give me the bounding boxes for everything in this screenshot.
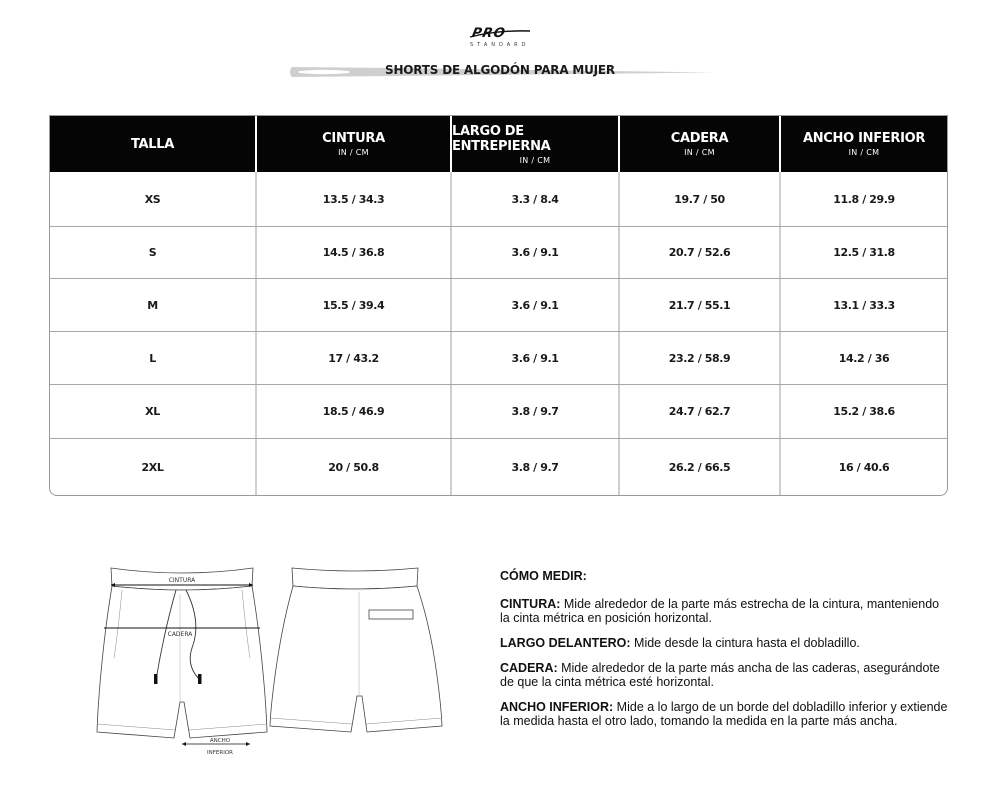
table-row [50, 279, 947, 332]
column-header-hip [620, 116, 781, 172]
cell-size: S [50, 227, 257, 278]
cell-inseam: 3.8 / 9.7 [452, 385, 620, 438]
drawstring-tip-icon [154, 674, 158, 684]
cell-hip: 24.7 / 62.7 [620, 385, 781, 438]
label-waist: CINTURA [168, 577, 196, 584]
shorts-front-illustration [92, 562, 272, 758]
cell-inseam: 3.6 / 9.1 [452, 279, 620, 331]
cell-hip: 26.2 / 66.5 [620, 439, 781, 495]
column-header-unit: IN / CM [338, 148, 369, 157]
cell-size: M [50, 279, 257, 331]
column-header-bottom-width [781, 116, 947, 172]
instruction-item [500, 597, 950, 625]
page-title: SHORTS DE ALGODÓN PARA MUJER [385, 62, 615, 78]
cell-size: XS [50, 172, 257, 226]
instruction-text: Mide alrededor de la parte más estrecha de la cintura, manteniendo la cinta métrica en posición horizontal. [500, 597, 940, 625]
instruction-text: Mide a lo largo de un borde del dobladillo inferior y extiende la medida hasta el otro lado, tomando la medida en la parte más ancha. [500, 700, 948, 728]
column-header-label: ANCHO INFERIOR [802, 131, 926, 146]
table-header [50, 116, 947, 172]
cell-waist: 17 / 43.2 [257, 332, 452, 384]
instruction-term: CADERA: [500, 661, 558, 675]
table-body [50, 172, 947, 495]
cell-bottom-width: 16 / 40.6 [838, 460, 890, 474]
table-row [50, 439, 947, 495]
cell-inseam: 3.8 / 9.7 [452, 439, 620, 495]
logo-wordmark: PRO [470, 26, 508, 41]
cell-hip: 19.7 / 50 [620, 172, 781, 226]
cell-bottom-width: 12.5 / 31.8 [833, 246, 895, 259]
instruction-text: Mide desde la cintura hasta el dobladillo. [630, 636, 860, 650]
cell-inseam: 3.3 / 8.4 [452, 172, 620, 226]
column-header-unit: IN / CM [848, 148, 880, 157]
cell-inseam: 3.6 / 9.1 [452, 227, 620, 278]
table-row [50, 172, 947, 227]
shorts-back-illustration [265, 562, 445, 742]
column-header-inseam [452, 116, 620, 172]
table-row [50, 227, 947, 279]
table-row [50, 385, 947, 439]
back-pocket-icon [369, 610, 413, 619]
instruction-term: LARGO DELANTERO: [500, 636, 631, 650]
column-header-unit: IN / CM [519, 155, 551, 165]
cell-size: 2XL [50, 439, 257, 495]
instruction-term: ANCHO INFERIOR: [500, 700, 614, 714]
cell-bottom-width: 14.2 / 36 [838, 351, 890, 365]
table-row [50, 332, 947, 385]
column-header-waist [257, 116, 452, 172]
column-header-label: CADERA [670, 131, 729, 146]
size-chart-table [49, 115, 948, 496]
cell-bottom-width: 15.2 / 38.6 [833, 405, 895, 418]
measuring-instructions [500, 569, 950, 739]
drawstring-tip-icon [198, 674, 202, 684]
column-header-label: CINTURA [322, 131, 385, 146]
cell-inseam: 3.6 / 9.1 [452, 332, 620, 384]
brand-logo [468, 26, 532, 50]
cell-waist: 20 / 50.8 [257, 439, 452, 495]
cell-waist: 18.5 / 46.9 [257, 385, 452, 438]
cell-size: L [50, 332, 257, 384]
cell-hip: 21.7 / 55.1 [620, 279, 781, 331]
column-header-unit: IN / CM [684, 148, 715, 157]
label-bottom-width-2: INFERIOR [207, 750, 233, 756]
cell-size: XL [50, 385, 257, 438]
label-hip: CADERA [167, 631, 193, 638]
label-bottom-width: ANCHO [209, 738, 231, 744]
instruction-text: Mide alrededor de la parte más ancha de las caderas, asegurándote de que la cinta métrica esté horizontal. [500, 661, 940, 689]
cell-bottom-width: 11.8 / 29.9 [833, 192, 895, 206]
instruction-item [500, 636, 950, 650]
column-header-size [50, 116, 257, 172]
instruction-term: CINTURA: [500, 597, 561, 611]
column-header-label: TALLA [130, 136, 175, 152]
cell-waist: 14.5 / 36.8 [257, 227, 452, 278]
instruction-item [500, 700, 950, 728]
instructions-heading: CÓMO MEDIR: [500, 569, 587, 583]
logo-subtext: STANDARD [470, 42, 530, 48]
cell-hip: 20.7 / 52.6 [620, 227, 781, 278]
cell-hip: 23.2 / 58.9 [620, 332, 781, 384]
instruction-item [500, 661, 950, 689]
cell-waist: 13.5 / 34.3 [257, 172, 452, 226]
column-header-label: LARGO DE ENTREPIERNA [452, 123, 551, 154]
cell-bottom-width: 13.1 / 33.3 [833, 298, 895, 312]
cell-waist: 15.5 / 39.4 [257, 279, 452, 331]
